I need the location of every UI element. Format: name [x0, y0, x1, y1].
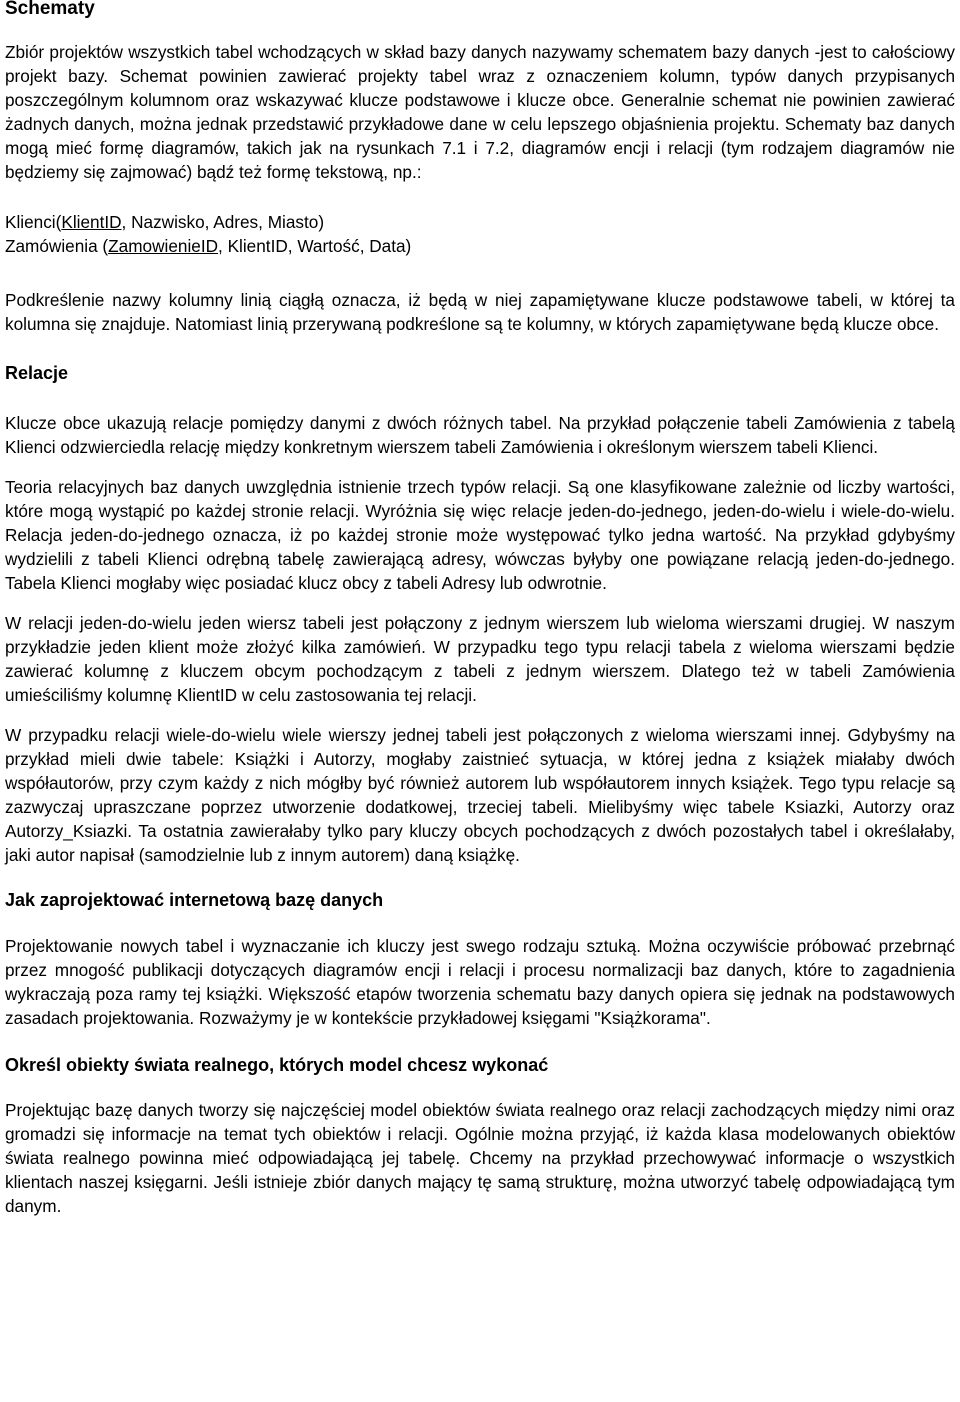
- paragraph-jeden-do-wielu: W relacji jeden-do-wielu jeden wiersz tabeli jest połączony z jednym wierszem lub wieloma wierszami drugiej. W naszym przykładzie jeden klient może złożyć kilka zamówień. W przypadku tego typu relacji tabela z wieloma wierszami będzie zawierać kolumnę z kluczem obcym pochodzącym z tabeli z jednym wierszem. Dlatego też w tabeli Zamówienia umieściliśmy kolumnę KlientID w celu zastosowania tej relacji.: [5, 613, 955, 705]
- schema-example: [5, 210, 955, 258]
- schema-klienci-prefix: Klienci(: [5, 212, 62, 232]
- schema-zamowienia-suffix: , KlientID, Wartość, Data): [218, 236, 412, 256]
- section-title-okresl-obiekty: Określ obiekty świata realnego, których model chcesz wykonać: [5, 1055, 549, 1075]
- schema-line-zamowienia: [5, 234, 955, 258]
- paragraph-schematy-intro: Zbiór projektów wszystkich tabel wchodzących w skład bazy danych nazywamy schematem bazy danych -jest to całościowy projekt bazy. Schemat powinien zawierać projekty tabel wraz z oznaczeniem kolumn, typów danych przypisanych poszczególnym kolumnom oraz wskazywać klucze podstawowe i klucze obce. Generalnie schemat nie powinien zawierać żadnych danych, można jednak przedstawić przykładowe dane w celu lepszego objaśnienia projektu. Schematy baz danych mogą mieć formę diagramów, takich jak na rysunkach 7.1 i 7.2, diagramów encji i relacji (tym rodzajem diagramów nie będziemy się zajmować) bądź też formę tekstową, np.:: [5, 42, 955, 182]
- section-title-jak-zaprojektowac: Jak zaprojektować internetową bazę danych: [5, 890, 384, 910]
- paragraph-projektujac: Projektując bazę danych tworzy się najczęściej model obiektów świata realnego oraz relacji zachodzących między nimi oraz gromadzi się informacje na temat tych obiektów i relacji. Ogólnie można przyjąć, iż każda klasa modelowanych obiektów świata realnego powinna mieć odpowiadającą jej tabelę. Chcemy na przykład przechowywać informacje o wszystkich klientach naszej księgarni. Jeśli istnieje zbiór danych mający tę samą strukturę, można utworzyć tabelę odpowiadającą tym danym.: [5, 1100, 955, 1216]
- paragraph-podkreslenie: Podkreślenie nazwy kolumny linią ciągłą oznacza, iż będą w niej zapamiętywane klucze podstawowe tabeli, w której ta kolumna się znajduje. Natomiast linią przerywaną podkreślone są te kolumny, w których zapamiętywane będą klucze obce.: [5, 290, 955, 334]
- schema-zamowienia-prefix: Zamówienia (: [5, 236, 109, 256]
- schema-line-klienci: [5, 210, 955, 234]
- schema-zamowienia-key: ZamowienieID: [108, 236, 219, 256]
- paragraph-wiele-do-wielu: W przypadku relacji wiele-do-wielu wiele wierszy jednej tabeli jest połączonych z wieloma wierszami innej. Gdybyśmy na przykład mieli dwie tabele: Książki i Autorzy, mogłaby zaistnieć sytuacja, w której jedna z książek miałaby dwóch współautorów, przy czym każdy z nich mógłby być również autorem lub współautorem innych książek. Tego typu relacje są zazwyczaj upraszczane poprzez utworzenie dodatkowej, trzeciej tabeli. Mielibyśmy więc tabele Ksiazki, Autorzy oraz Autorzy_Ksiazki. Ta ostatnia zawierałaby tylko pary kluczy obcych pochodzących z dwóch pozostałych tabel i określałaby, jaki autor napisał (samodzielnie lub z innym autorem) daną książkę.: [5, 725, 955, 865]
- paragraph-typy-relacji: Teoria relacyjnych baz danych uwzględnia istnienie trzech typów relacji. Są one klasyfikowane zależnie od liczby wartości, które mogą wystąpić po każdej stronie relacji. Wyróżnia się więc relacje jeden-do-jednego, jeden-do-wielu i wiele-do-wielu. Relacja jeden-do-jednego oznacza, iż po każdej stronie może występować tylko jedna wartość. Na przykład gdybyśmy wydzielili z tabeli Klienci odrębną tabelę zawierającą adresy, wówczas byłyby one powiązane relacją jeden-do-jednego. Tabela Klienci mogłaby więc posiadać klucz obcy z tabeli Adresy lub odwrotnie.: [5, 477, 955, 593]
- paragraph-projektowanie: Projektowanie nowych tabel i wyznaczanie ich kluczy jest swego rodzaju sztuką. Można oczywiście próbować przebrnąć przez mnogość publikacji dotyczących diagramów encji i relacji i procesu normalizacji baz danych, które to zagadnienia wykraczają poza ramy tej książki. Większość etapów tworzenia schematu bazy danych opiera się jednak na podstawowych zasadach projektowania. Rozważymy je w kontekście przykładowej księgami "Książkorama".: [5, 936, 955, 1028]
- section-title-relacje: Relacje: [5, 363, 69, 383]
- section-title-schematy: Schematy: [5, 0, 95, 19]
- schema-klienci-suffix: , Nazwisko, Adres, Miasto): [121, 212, 325, 232]
- schema-klienci-key: KlientID: [61, 212, 122, 232]
- paragraph-klucze-obce: Klucze obce ukazują relacje pomiędzy danymi z dwóch różnych tabel. Na przykład połączenie tabeli Zamówienia z tabelą Klienci odzwierciedla relację między konkretnym wierszem tabeli Zamówienia i określonym wierszem tabeli Klienci.: [5, 413, 955, 457]
